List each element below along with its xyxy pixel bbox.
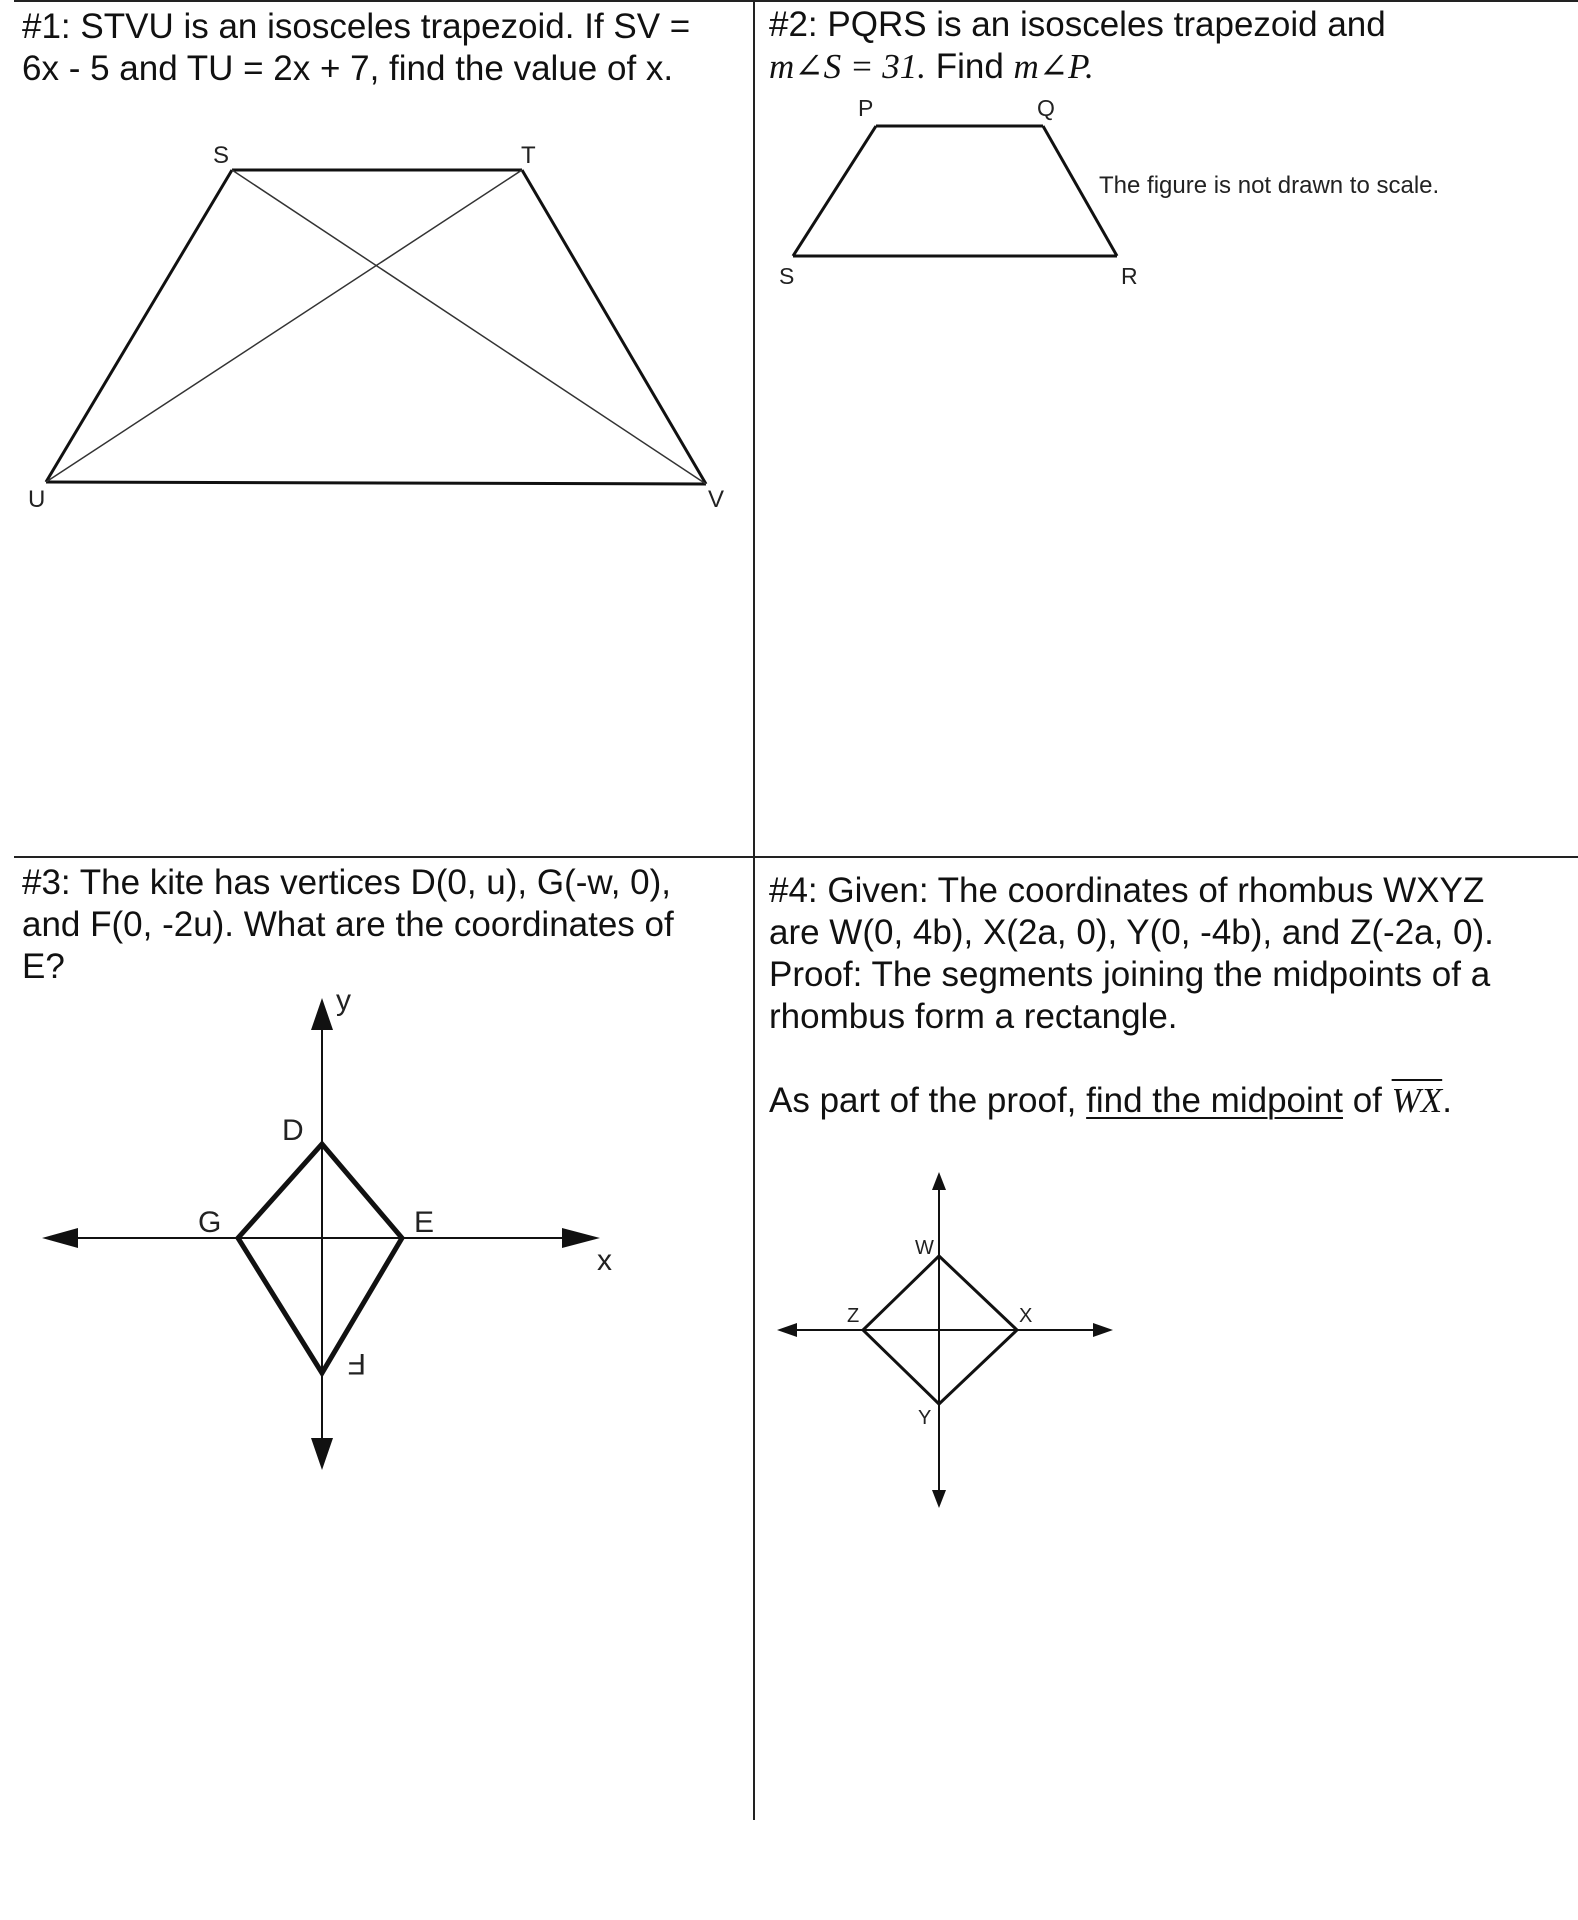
x-axis-left-arrow	[777, 1323, 797, 1337]
label-s: S	[213, 142, 230, 169]
x-axis-right-arrow	[1093, 1323, 1113, 1337]
label-f: F	[347, 1347, 366, 1380]
problem-4-line-2: are W(0, 4b), X(2a, 0), Y(0, -4b), and Z(-2a, 0).	[769, 913, 1494, 952]
problem-1-number: #1:	[22, 7, 71, 46]
kite-dgfe	[238, 1144, 402, 1373]
problem-2-number: #2:	[769, 5, 818, 44]
problem-3-line-2: and F(0, -2u). What are the coordinates of	[22, 905, 674, 944]
problem-3-cell	[0, 858, 753, 1820]
label-z: Z	[847, 1305, 860, 1327]
side-tv	[522, 170, 706, 484]
label-x: X	[1019, 1305, 1033, 1327]
y-axis-label: y	[336, 984, 351, 1017]
label-q: Q	[1037, 95, 1055, 121]
find-word: Find	[935, 47, 1004, 86]
problem-3-line-1: The kite has vertices D(0, u), G(-w, 0),	[79, 863, 672, 902]
problem-2-cell	[755, 0, 1578, 856]
label-p: P	[858, 95, 874, 121]
diagonal-tu	[46, 170, 522, 482]
angle-s-measure: m∠S = 31.	[769, 47, 926, 86]
problem-4-line-3: Proof: The segments joining the midpoints of a	[769, 955, 1491, 994]
trapezoid-stvu-figure	[0, 0, 753, 856]
side-us	[46, 170, 232, 482]
trapezoid-pqrs-figure	[755, 0, 1578, 856]
task-of: of	[1352, 1081, 1382, 1120]
problem-4-cell	[755, 858, 1578, 1820]
x-axis-left-arrow	[42, 1228, 78, 1248]
label-w: W	[915, 1237, 934, 1259]
segment-wx: $\overline{WX}$	[1391, 1081, 1443, 1120]
task-end: .	[1442, 1081, 1452, 1120]
label-t: T	[521, 142, 536, 169]
problem-2-line-1: PQRS is an isosceles trapezoid and	[827, 5, 1386, 44]
label-g: G	[198, 1206, 222, 1239]
angle-p-measure: m∠P.	[1013, 47, 1094, 86]
rhombus-coordinate-figure	[755, 858, 1578, 1820]
side-vu	[46, 482, 706, 484]
y-axis-up-arrow	[311, 998, 333, 1030]
problem-1-cell	[0, 0, 753, 856]
label-y: Y	[918, 1407, 932, 1429]
label-d: D	[282, 1114, 304, 1147]
task-prefix: As part of the proof,	[769, 1081, 1077, 1120]
problem-3-number: #3:	[22, 863, 71, 902]
diagonal-sv	[232, 170, 706, 484]
problem-4-number: #4:	[769, 871, 818, 910]
x-axis-label: x	[597, 1244, 612, 1277]
label-v: V	[708, 486, 725, 513]
side-sp	[793, 126, 876, 256]
label-e: E	[414, 1206, 435, 1239]
problem-4-line-4: rhombus form a rectangle.	[769, 997, 1178, 1036]
kite-coordinate-figure	[0, 858, 753, 1820]
y-axis-down-arrow	[932, 1490, 946, 1508]
label-r: R	[1121, 263, 1138, 289]
y-axis-down-arrow	[311, 1438, 333, 1470]
problem-4-line-1: Given: The coordinates of rhombus WXYZ	[827, 871, 1485, 910]
label-u: U	[28, 486, 46, 513]
x-axis-right-arrow	[562, 1228, 600, 1248]
not-to-scale-note: The figure is not drawn to scale.	[1099, 172, 1440, 199]
find-midpoint-link[interactable]: find the midpoint	[1086, 1081, 1343, 1120]
y-axis-up-arrow	[932, 1172, 946, 1190]
problem-3-line-3: E?	[22, 947, 65, 986]
label-s: S	[779, 263, 795, 289]
problem-1-line-1: STVU is an isosceles trapezoid. If SV =	[80, 7, 691, 46]
problem-1-line-2: 6x - 5 and TU = 2x + 7, find the value of x.	[22, 49, 674, 88]
